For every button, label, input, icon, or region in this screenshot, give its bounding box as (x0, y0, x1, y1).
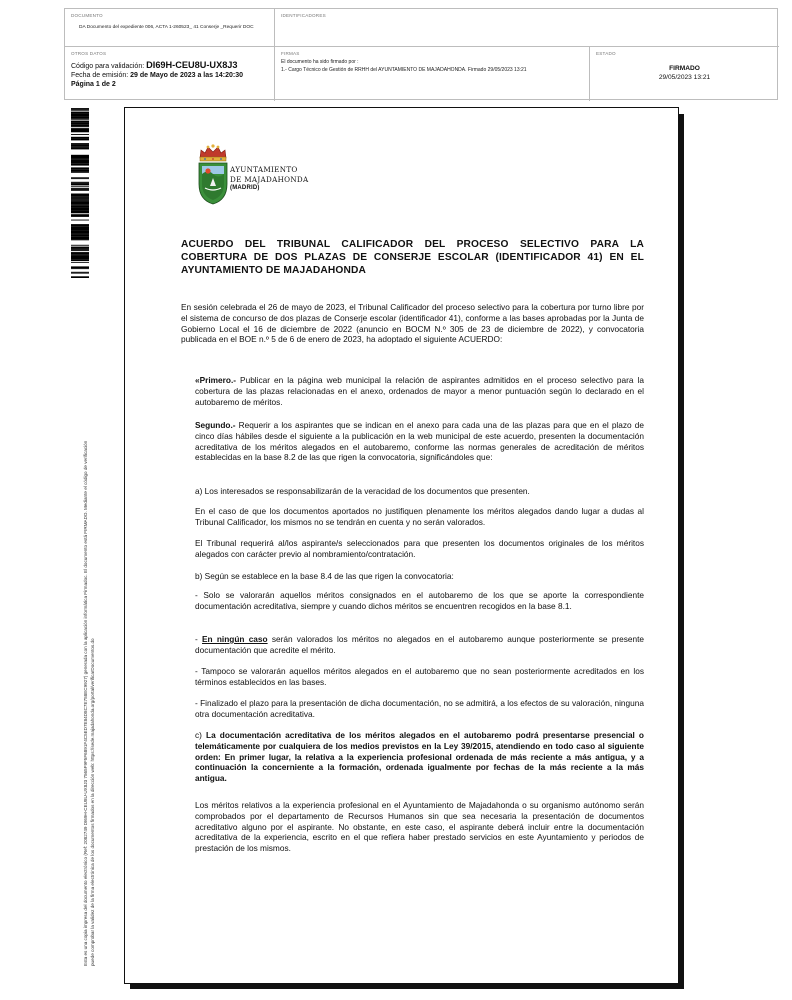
document-title: ACUERDO DEL TRIBUNAL CALIFICADOR DEL PROCESO SELECTIVO PARA LA COBERTURA DE DOS PLAZAS DE CONSERJE ESCOLAR (IDENTIFICADOR 41) EN EL AYUNTAMIENTO DE MAJADAHONDA (181, 239, 644, 276)
segundo-heading: Segundo.- (195, 420, 236, 430)
documento-value: DA Documento del expediente 006, ACTA 1-260523_ 41 Conserje _Requerir DOC (79, 25, 254, 30)
point-c-text: La documentación acreditativa de los méritos alegados en el autobaremo podrá presentarse presencial o telemáticamente por cualquiera de los medios previstos en la Ley 39/2015, atendiendo en todo caso al siguiente orden: En primer lugar, la relativa a la experiencia profesional ordenada de más reciente a más antigua, y a continuación la concerniente a la formación, ordenada igualmente por fechas de la más reciente a la más antigua. (195, 730, 645, 784)
firmas-intro: El documento ha sido firmado por : (281, 59, 359, 65)
primero-paragraph (195, 375, 644, 407)
emission-date-prefix: Fecha de emisión: (71, 72, 129, 79)
page-shadow-bottom (130, 984, 684, 989)
point-a: a) Los interesados se responsabilizarán de la veracidad de los documentos que presenten. (195, 486, 530, 496)
point-b-2 (195, 634, 644, 656)
page-count: Página 1 de 2 (71, 81, 116, 88)
side-verification-text-2: puede comprobar la validez de la firma electrónica de los documentos firmados en la dirección web: https://sede.majadahonda.org/portal/verificarDocumentos.do (90, 638, 95, 966)
documento-cell (65, 9, 275, 47)
point-b-2-text: serán valorados los méritos no alegados en el autobaremo aunque posteriormente se presente documentación que acredite el mérito. (195, 634, 644, 655)
last-paragraph: Los méritos relativos a la experiencia profesional en el Ayuntamiento de Majadahonda o su organismo autónomo serán comprobados por el departamento de Recursos Humanos sin que sea necesaria la presentación de documentos acreditativo alguno por el aspirante. No obstante, en este caso, el aspirante deberá incluir entre la documentación acreditativa de la experiencia, escrito en el que refiera haber prestado servicios en este Ayuntamiento y periodos de prestación de los mismos. (195, 800, 644, 854)
point-c-label: c) (195, 730, 206, 740)
logo-line-1: AYUNTAMIENTO (230, 165, 298, 174)
logo-line-3: (MADRID) (230, 185, 260, 192)
estado-cell (590, 47, 779, 101)
documento-label: DOCUMENTO (71, 13, 103, 18)
side-verification-text-1: Esta es una copia impresa del documento electrónico (Ref: 2082749 DI69H-CEU8U-UX8J3 7565F9F5F6891F4C5ED7E84D8C7E758EC9927) generada con la aplicación informática Firmadoc. El documento está FIRMADO. Mediante el código de verificación (83, 440, 88, 966)
point-c (195, 730, 644, 784)
intro-paragraph: En sesión celebrada el 26 de mayo de 2023, el Tribunal Calificador del proceso selectivo para la cobertura por turno libre por el sistema de concurso de dos plazas de Conserje escolar (identificador 41), conforme a las bases aprobadas por la Junta de Gobierno Local el 16 de diciembre de 2022 (anuncio en BOCM N.º 305 de 23 de diciembre de 2022), y convocatoria publicada en el BOE n.º 5 de 6 de enero de 2023, ha adoptado el siguiente ACUERDO: (181, 302, 644, 345)
estado-label: ESTADO (596, 51, 616, 56)
logo-wordmark (230, 165, 308, 194)
validation-code-line (71, 60, 238, 70)
primero-heading: «Primero.- (195, 375, 237, 385)
page-shadow-right (679, 114, 684, 989)
emission-date-line (71, 72, 243, 79)
point-b-1: - Solo se valorarán aquellos méritos consignados en el autobaremo de los que se aporte la correspondiente documentación acreditativa, siempre y cuando dichos méritos se encuentren recogidos en la base 8.1. (195, 590, 644, 611)
coat-of-arms-logo (196, 144, 230, 206)
barcode-image (71, 108, 89, 278)
firmas-label: FIRMAS (281, 51, 300, 56)
caso-paragraph: En el caso de que los documentos aportados no justifiquen plenamente los méritos alegados dando lugar a dudas al Tribunal Calificador, los mismos no se tendrán en cuenta y no serán valorados. (195, 506, 644, 527)
otros-datos-cell (65, 47, 275, 101)
point-b-2-dash: - (195, 634, 202, 644)
tribunal-paragraph: El Tribunal requerirá al/los aspirante/s seleccionados para que presenten los documentos originales de los méritos alegados con carácter previo al nombramiento/contratación. (195, 538, 644, 559)
firmas-cell (275, 47, 590, 101)
estado-date: 29/05/2023 13:21 (658, 74, 711, 81)
segundo-paragraph (195, 420, 644, 463)
logo-line-2: DE MAJADAHONDA (230, 174, 309, 184)
validation-code[interactable]: DI69H-CEU8U-UX8J3 (146, 60, 238, 70)
point-b-3: - Tampoco se valorarán aquellos méritos alegados en el autobaremo que no sean posteriormente acreditados en los términos establecidos en las bases. (195, 666, 644, 687)
point-b: b) Según se establece en la base 8.4 de las que rigen la convocatoria: (195, 571, 454, 581)
point-b-4: - Finalizado el plazo para la presentación de dicha documentación, no se admitirá, a los efectos de su valoración, ninguna otra documentación acreditativa. (195, 698, 644, 719)
point-b-2-emphasis: En ningún caso (202, 634, 268, 644)
identificadores-cell (275, 9, 779, 47)
emission-date: 29 de Mayo de 2023 a las 14:20:30 (130, 72, 244, 79)
identificadores-label: IDENTIFICADORES (281, 13, 326, 18)
primero-text: Publicar en la página web municipal la relación de aspirantes admitidos en el proceso selectivo para la cobertura de las plazas relacionadas en el anexo, ordenados de mayor a menor puntuación según lo declarado en el autobaremo de méritos. (195, 375, 644, 407)
segundo-text: Requerir a los aspirantes que se indican en el anexo para cada una de las plazas para que en el plazo de cinco días hábiles desde el siguiente a la publicación en la web municipal de este acuerdo, presenten la documentación acreditativa de los méritos alegados en el autobaremo, conforme las normas generales de acreditación de méritos establecidas en la base 8.2 de las que rigen la convocatoria, significándoles que: (195, 420, 644, 463)
firmas-signer: 1.- Cargo Técnico de Gestión de RRHH del AYUNTAMIENTO DE MAJADAHONDA. Firmado 29/05/2023 13:21 (281, 67, 527, 73)
document-header-box (64, 8, 778, 100)
validation-code-prefix: Código para validación: (71, 63, 145, 70)
otros-datos-label: OTROS DATOS (71, 51, 107, 56)
estado-value: FIRMADO (669, 65, 700, 72)
